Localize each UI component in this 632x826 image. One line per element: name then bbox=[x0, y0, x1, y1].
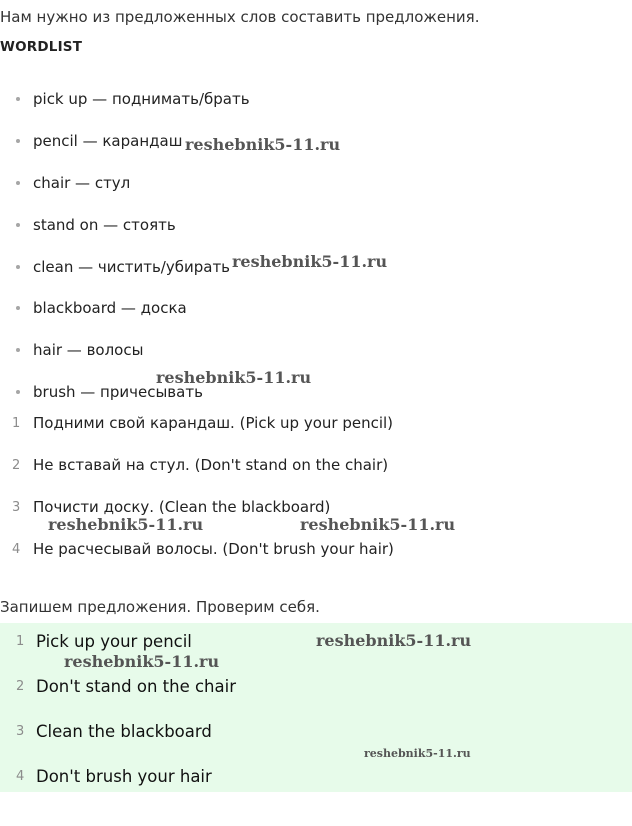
answer-item bbox=[16, 764, 212, 788]
answer-item bbox=[16, 629, 192, 653]
wordlist-item-text: pick up — поднимать/брать bbox=[33, 90, 250, 108]
answer-number: 1 bbox=[16, 633, 25, 649]
watermark: reshebnik5-11.ru bbox=[232, 252, 388, 271]
wordlist-item-text: pencil — карандаш bbox=[33, 132, 183, 150]
bullet-icon bbox=[16, 390, 20, 394]
bullet-icon bbox=[16, 97, 20, 101]
wordlist-item-text: clean — чистить/убирать bbox=[33, 258, 231, 276]
answer-number: 3 bbox=[16, 723, 25, 739]
watermark: reshebnik5-11.ru bbox=[316, 631, 472, 650]
wordlist-item-text: hair — волосы bbox=[33, 341, 144, 359]
sentence-number: 1 bbox=[12, 415, 21, 431]
sentence-text: Подними свой карандаш. (Pick up your pencil) bbox=[33, 414, 394, 432]
watermark: reshebnik5-11.ru bbox=[156, 368, 312, 387]
bullet-icon bbox=[16, 223, 20, 227]
wordlist-item bbox=[16, 172, 130, 194]
wordlist-item-text: brush — причесывать bbox=[33, 383, 203, 401]
sentence-text: Почисти доску. (Clean the blackboard) bbox=[33, 498, 331, 516]
sentence-item bbox=[12, 412, 393, 434]
wordlist-item-text: chair — стул bbox=[33, 174, 131, 192]
watermark: reshebnik5-11.ru bbox=[185, 135, 341, 154]
wordlist-item bbox=[16, 130, 182, 152]
watermark: reshebnik5-11.ru bbox=[64, 652, 220, 671]
wordlist-item bbox=[16, 339, 143, 361]
answer-text: Don't brush your hair bbox=[36, 766, 212, 786]
answer-item bbox=[16, 674, 236, 698]
wordlist-item-text: stand on — стоять bbox=[33, 216, 176, 234]
sentence-item bbox=[12, 454, 388, 476]
sentence-item bbox=[12, 538, 394, 560]
wordlist-heading: WORDLIST bbox=[0, 39, 83, 55]
check-intro-text: Запишем предложения. Проверим себя. bbox=[0, 598, 320, 616]
answer-number: 2 bbox=[16, 678, 25, 694]
wordlist-item bbox=[16, 256, 230, 278]
sentence-number: 2 bbox=[12, 457, 21, 473]
answer-text: Clean the blackboard bbox=[36, 721, 212, 741]
intro-text: Нам нужно из предложенных слов составить предложения. bbox=[0, 8, 480, 26]
bullet-icon bbox=[16, 139, 20, 143]
bullet-icon bbox=[16, 348, 20, 352]
sentence-text: Не расчесывай волосы. (Don't brush your hair) bbox=[33, 540, 394, 558]
wordlist-item bbox=[16, 297, 187, 319]
bullet-icon bbox=[16, 181, 20, 185]
watermark: reshebnik5-11.ru bbox=[364, 747, 471, 760]
bullet-icon bbox=[16, 265, 20, 269]
wordlist-item bbox=[16, 214, 176, 236]
answer-number: 4 bbox=[16, 768, 25, 784]
sentence-text: Не вставай на стул. (Don't stand on the chair) bbox=[33, 456, 389, 474]
watermark: reshebnik5-11.ru bbox=[300, 515, 456, 534]
wordlist-item bbox=[16, 88, 250, 110]
bullet-icon bbox=[16, 306, 20, 310]
answer-item bbox=[16, 719, 212, 743]
sentence-number: 4 bbox=[12, 541, 21, 557]
answer-text: Pick up your pencil bbox=[36, 631, 192, 651]
wordlist-item-text: blackboard — доска bbox=[33, 299, 187, 317]
watermark: reshebnik5-11.ru bbox=[48, 515, 204, 534]
answer-text: Don't stand on the chair bbox=[36, 676, 236, 696]
sentence-number: 3 bbox=[12, 499, 21, 515]
